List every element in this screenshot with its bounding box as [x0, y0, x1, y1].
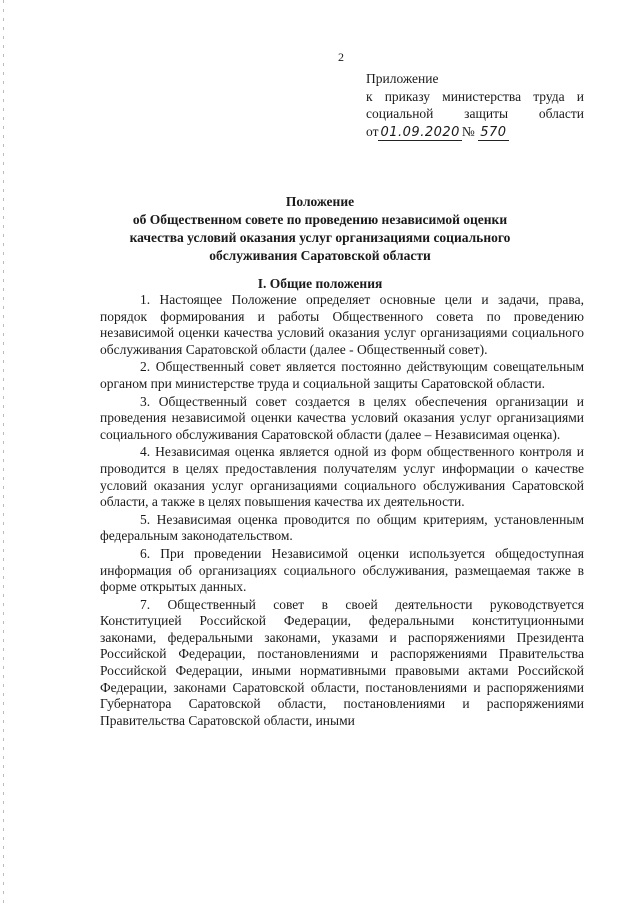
page-number: 2 [338, 50, 344, 64]
title-line-2: об Общественном совете по проведению независимой оценки [132, 212, 508, 227]
annex-title: Приложение [366, 71, 439, 86]
scan-edge-artifact [3, 0, 4, 905]
annex-number-sign: № [461, 123, 475, 139]
document-body [100, 292, 584, 730]
paragraph-5: 5. Независимая оценка проводится по общим критериям, установленным федеральным законодательством. [100, 511, 584, 544]
paragraph-7: 7. Общественный совет в своей деятельности руководствуется Конституцией Российской Федерации, федеральными конституционными законами, федеральными законами, указами и распоряжениями Президента Российской Федерации, постановлениями и распоряжениями Правительства Российской Федерации, иными нормативными правовыми актами Российской Федерации, законами Саратовской области, постановлениями и распоряжениями Губернатора Саратовской области, постановлениями и распоряжениями Правительства Саратовской области, иными [100, 596, 584, 728]
title-line-4: обслуживания Саратовской области [209, 248, 431, 263]
paragraph-4: 4. Независимая оценка является одной из форм общественного контроля и проводится в целях предоставления получателям услуг информации о качестве условий оказания услуг организациями социального обслуживания Саратовской области, а также в целях повышения качества их деятельности. [100, 444, 584, 510]
annex-ministry: социальной защиты области [366, 106, 584, 121]
paragraph-2: 2. Общественный совет является постоянно действующим совещательным органом при министерстве труда и социальной защиты Саратовской области. [100, 359, 584, 391]
title-line-1: Положение [285, 194, 355, 209]
document-title [80, 193, 560, 265]
title-line-3: качества условий оказания услуг организациями социального [129, 230, 511, 245]
paragraph-6: 6. При проведении Независимой оценки используется общедоступная информация об организациях социального обслуживания, размещаемая также в форме открытых данных. [100, 545, 584, 595]
section-heading: I. Общие положения [257, 276, 383, 291]
paragraph-3: 3. Общественный совет создается в целях обеспечения организации и проведения независимой оценки качества условий оказания услуг организациями социального обслуживания Саратовской области (далее – Независимая оценка). [100, 393, 584, 442]
annex-block [366, 70, 584, 141]
annex-number-handwritten: 570 [480, 124, 507, 140]
annex-order-ref: к приказу министерства труда и [366, 88, 584, 104]
annex-date-line [366, 123, 584, 142]
annex-date-handwritten: 01.09.2020 [380, 124, 460, 140]
annex-date-prefix: от [366, 123, 379, 139]
paragraph-1: 1. Настоящее Положение определяет основные цели и задачи, права, порядок формирования и работы Общественного совета по проведению независимой оценки качества условий оказания услуг организациями социального обслуживания Саратовской области (далее - Общественный совет). [100, 292, 584, 357]
